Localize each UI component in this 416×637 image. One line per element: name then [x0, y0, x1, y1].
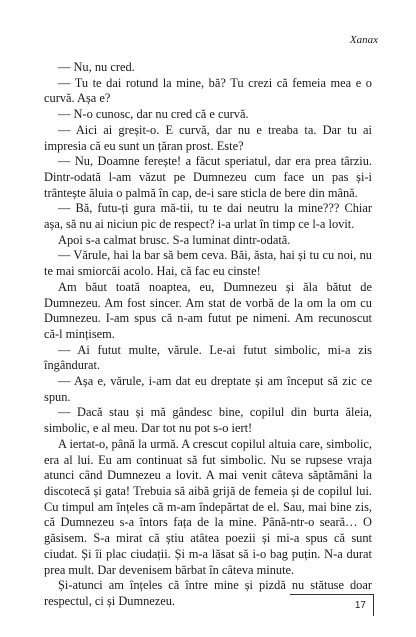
- paragraph: Apoi s-a calmat brusc. S-a luminat dintr-odată.: [58, 232, 291, 247]
- paragraph: — Bă, futu-ți gura mă-tii, tu te dai neutru la mine??? Chiar așa, să nu ai niciun pic de respect? i-a urlat în timp ce l-a lovit.: [44, 201, 372, 232]
- paragraph: — Vărule, hai la bar să bem ceva. Băi, ăsta, hai și tu cu noi, nu te mai smiorcăi acolo. Hai, că fac eu cinste!: [44, 248, 372, 279]
- paragraph: — Aici ai greșit-o. E curvă, dar nu e treaba ta. Dar tu ai impresia că eu sunt un țăran prost. Este?: [44, 122, 372, 153]
- running-header: Xanax: [349, 34, 378, 46]
- paragraph: Și-atunci am înțeles că între mine și pizdă nu stătuse doar respectul, ci și Dumnezeu.: [44, 578, 372, 608]
- paragraph: — N-o cunosc, dar nu cred că e curvă.: [58, 107, 249, 122]
- footer-rule: [290, 594, 374, 595]
- paragraph: A iertat-o, până la urmă. A crescut copilul altuia care, simbolic, era al lui. Eu am continuat să fut simbolic. Nu se rupsese vraja atunci când Dumnezeu a lovit. A mai venit câteva săptămâni la discotecă și gata! Trebuia să aibă grijă de femeia și de copilul lui. Cu timpul am înțeles că m-am îndepărtat de el. Sau, mai bine zis, că Dumnezeu s-a întors fața de la mine. Până-ntr-o seară… O găsisem. S-a mirat că știu atâtea poezii și mi-a spus că sunt ciudat. Și îi plac ciudații. Și m-a lăsat să i-o bag puțin. N-a durat prea mult. Dar devenisem bărbat în câteva minute.: [44, 436, 372, 577]
- paragraph: — Așa e, vărule, i-am dat eu dreptate și am început să zic ce spun.: [44, 374, 372, 404]
- paragraph: — Nu, Doamne ferește! a făcut speriatul, dar era prea târziu. Dintr-odată l-am văzut pe Dumnezeu cum face un pas și-i trântește ăluia o palmă în cap, de-i sare sticla de bere din mână.: [44, 154, 372, 200]
- paragraph: — Ai futut multe, vărule. Le-ai futut simbolic, mi-a zis îngândurat.: [44, 342, 372, 373]
- footer-rule-vertical: [373, 594, 374, 616]
- body-text: [44, 60, 372, 610]
- page-number: 17: [354, 600, 366, 611]
- paragraph: — Dacă stau și mă gândesc bine, copilul din burta ăleia, simbolic, e al meu. Dar tot nu pot s-o iert!: [44, 405, 372, 436]
- paragraph: — Nu, nu cred.: [58, 60, 135, 74]
- paragraph: Am băut toată noaptea, eu, Dumnezeu și ăla bătut de Dumnezeu. Am fost sincer. Am stat de vorbă de la om la om cu Dumnezeu. I-am spus că n-am futut pe nimeni. Am recunoscut că-l mințisem.: [44, 279, 372, 341]
- paragraph: — Tu te dai rotund la mine, bă? Tu crezi că femeia mea e o curvă. Așa e?: [44, 75, 372, 106]
